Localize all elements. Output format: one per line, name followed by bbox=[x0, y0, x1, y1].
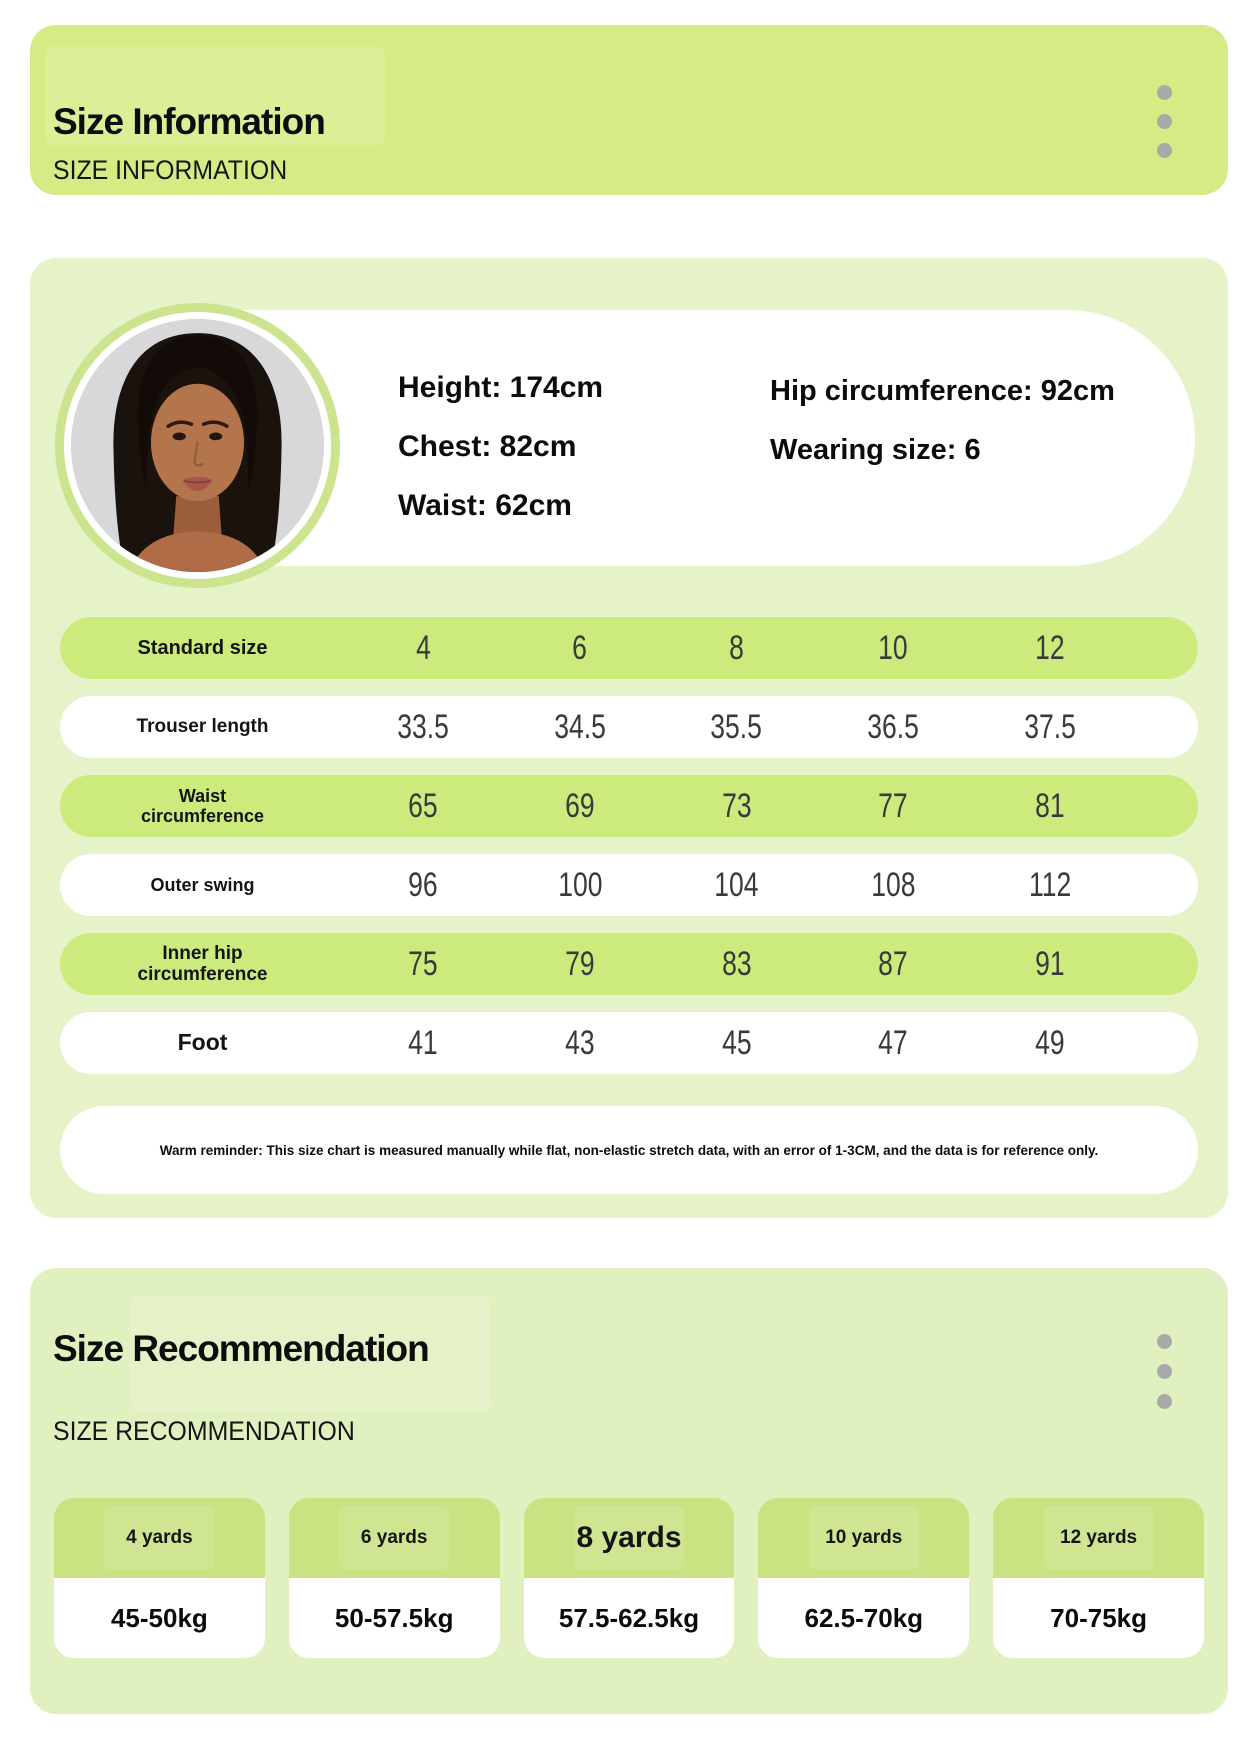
dot-icon bbox=[1157, 1364, 1172, 1379]
size-card-weight: 70-75kg bbox=[993, 1578, 1204, 1658]
model-waist: Waist: 62cm bbox=[398, 489, 572, 522]
table-row bbox=[60, 775, 1198, 837]
size-chart-panel bbox=[30, 258, 1228, 1218]
row-label: Outer swing bbox=[150, 874, 255, 895]
row-label: Foot bbox=[177, 1029, 228, 1056]
size-information-header-panel bbox=[30, 25, 1228, 195]
model-wearing-size: Wearing size: 6 bbox=[770, 434, 981, 466]
row-label: Standard size bbox=[137, 636, 268, 659]
dot-icon bbox=[1157, 85, 1172, 100]
size-card-weight: 57.5-62.5kg bbox=[524, 1578, 735, 1658]
size-card-4-yards bbox=[54, 1498, 265, 1658]
table-cell: 83 bbox=[721, 944, 752, 983]
model-height: Height: 174cm bbox=[398, 371, 604, 404]
table-row bbox=[60, 1012, 1198, 1074]
table-cell: 73 bbox=[721, 786, 752, 825]
size-card-header: 6 yards bbox=[289, 1498, 500, 1578]
table-cell: 34.5 bbox=[554, 707, 606, 746]
table-cell: 91 bbox=[1034, 944, 1065, 983]
page-subtitle: SIZE INFORMATION bbox=[53, 155, 288, 185]
table-cell: 4 bbox=[415, 628, 431, 667]
size-card-header: 12 yards bbox=[993, 1498, 1204, 1578]
table-cell: 81 bbox=[1034, 786, 1065, 825]
model-chest: Chest: 82cm bbox=[398, 430, 577, 463]
size-card-weight: 50-57.5kg bbox=[289, 1578, 500, 1658]
table-cell: 33.5 bbox=[397, 707, 450, 746]
table-cell: 108 bbox=[870, 865, 916, 904]
model-measurements-right bbox=[770, 362, 1115, 480]
recommendation-subtitle: SIZE RECOMMENDATION bbox=[53, 1416, 355, 1446]
table-cell: 8 bbox=[729, 628, 744, 667]
table-cell: 10 bbox=[878, 628, 908, 667]
table-cell: 6 bbox=[572, 628, 588, 667]
dot-icon bbox=[1157, 143, 1172, 158]
table-cell: 49 bbox=[1034, 1023, 1065, 1062]
table-cell: 41 bbox=[408, 1023, 439, 1062]
more-options-menu[interactable] bbox=[1157, 85, 1172, 158]
size-card-6-yards bbox=[289, 1498, 500, 1658]
model-photo bbox=[55, 303, 340, 588]
size-card-8-yards bbox=[524, 1498, 735, 1658]
model-measurements-left bbox=[398, 358, 603, 535]
table-cell: 35.5 bbox=[710, 707, 763, 746]
model-portrait-illustration bbox=[71, 319, 324, 572]
more-options-menu[interactable] bbox=[1157, 1334, 1172, 1409]
row-label: Waist circumference bbox=[140, 785, 265, 826]
row-label: Trouser length bbox=[136, 716, 269, 738]
table-cell: 12 bbox=[1034, 628, 1065, 667]
table-cell: 75 bbox=[408, 944, 439, 983]
dot-icon bbox=[1157, 1334, 1172, 1349]
size-recommendation-panel bbox=[30, 1268, 1228, 1714]
table-cell: 112 bbox=[1028, 865, 1071, 904]
table-row bbox=[60, 854, 1198, 916]
size-card-header: 8 yards bbox=[524, 1498, 735, 1578]
size-card-header: 10 yards bbox=[758, 1498, 969, 1578]
size-card-weight: 45-50kg bbox=[54, 1578, 265, 1658]
dot-icon bbox=[1157, 1394, 1172, 1409]
size-recommendation-cards bbox=[54, 1498, 1204, 1658]
table-cell: 69 bbox=[565, 786, 595, 825]
row-label: Inner hip circumference bbox=[137, 942, 268, 985]
table-cell: 37.5 bbox=[1023, 707, 1076, 746]
size-card-header: 4 yards bbox=[54, 1498, 265, 1578]
warm-reminder-note: Warm reminder: This size chart is measured manually while flat, non-elastic stretch data, with an error of 1-3CM, and the data is for reference only. bbox=[60, 1106, 1198, 1194]
table-row bbox=[60, 696, 1198, 758]
size-card-10-yards bbox=[758, 1498, 969, 1658]
table-cell: 47 bbox=[878, 1023, 908, 1062]
table-cell: 96 bbox=[408, 865, 439, 904]
table-cell: 104 bbox=[714, 865, 759, 904]
size-card-weight: 62.5-70kg bbox=[758, 1578, 969, 1658]
table-cell: 79 bbox=[565, 944, 595, 983]
recommendation-title: Size Recommendation bbox=[53, 1327, 429, 1369]
table-header-row bbox=[60, 617, 1198, 679]
table-cell: 87 bbox=[878, 944, 908, 983]
table-cell: 77 bbox=[878, 786, 908, 825]
table-cell: 36.5 bbox=[867, 707, 919, 746]
table-cell: 45 bbox=[721, 1023, 752, 1062]
table-cell: 65 bbox=[408, 786, 439, 825]
table-cell: 100 bbox=[557, 865, 603, 904]
model-hip: Hip circumference: 92cm bbox=[770, 375, 1115, 407]
table-cell: 43 bbox=[565, 1023, 595, 1062]
dot-icon bbox=[1157, 114, 1172, 129]
size-card-12-yards bbox=[993, 1498, 1204, 1658]
page-title: Size Information bbox=[53, 100, 325, 142]
table-row bbox=[60, 933, 1198, 995]
